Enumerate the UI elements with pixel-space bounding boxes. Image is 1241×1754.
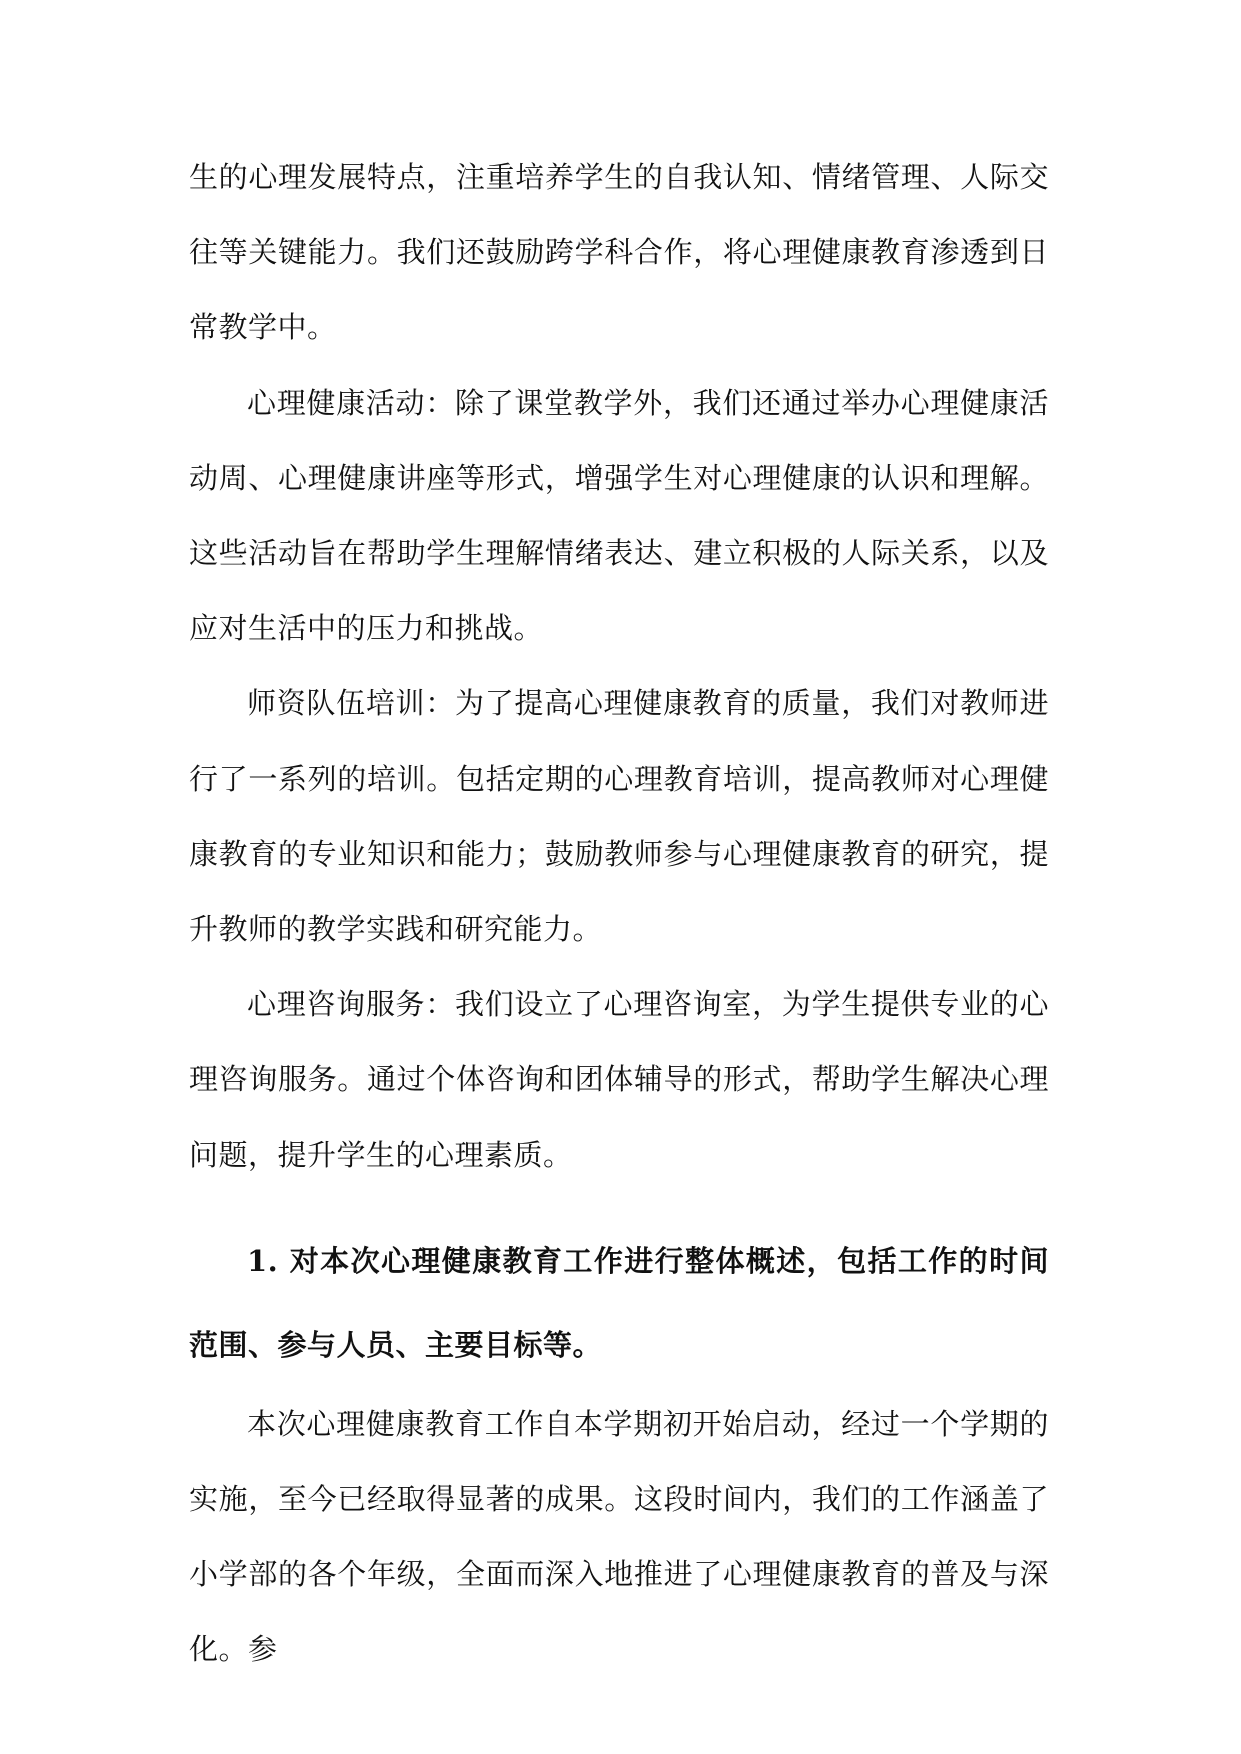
section-heading: 1. 对本次心理健康教育工作进行整体概述，包括工作的时间范围、参与人员、主要目标等。: [189, 1243, 1049, 1362]
section-spacer: [189, 1193, 1049, 1219]
paragraph-mental-health-activities: 心理健康活动：除了课堂教学外，我们还通过举办心理健康活动周、心理健康讲座等形式，增强学生对心理健康的认识和理解。这些活动旨在帮助学生理解情绪表达、建立积极的人际关系，以及应对生活中的压力和挑战。: [189, 385, 1049, 646]
paragraph-teacher-training: 师资队伍培训：为了提高心理健康教育的质量，我们对教师进行了一系列的培训。包括定期的心理教育培训，提高教师对心理健康教育的专业知识和能力；鼓励教师参与心理健康教育的研究，提升教师的教学实践和研究能力。: [189, 686, 1049, 947]
paragraph-continuation: 生的心理发展特点，注重培养学生的自我认知、情绪管理、人际交往等关键能力。我们还鼓励跨学科合作，将心理健康教育渗透到日常教学中。: [189, 160, 1049, 345]
document-body: [189, 140, 1049, 1688]
paragraph-overview: 本次心理健康教育工作自本学期初开始启动，经过一个学期的实施，至今已经取得显著的成果。这段时间内，我们的工作涵盖了小学部的各个年级，全面而深入地推进了心理健康教育的普及与深化。参: [189, 1406, 1049, 1667]
paragraph-counseling-service: 心理咨询服务：我们设立了心理咨询室，为学生提供专业的心理咨询服务。通过个体咨询和团体辅导的形式，帮助学生解决心理问题，提升学生的心理素质。: [189, 987, 1049, 1172]
